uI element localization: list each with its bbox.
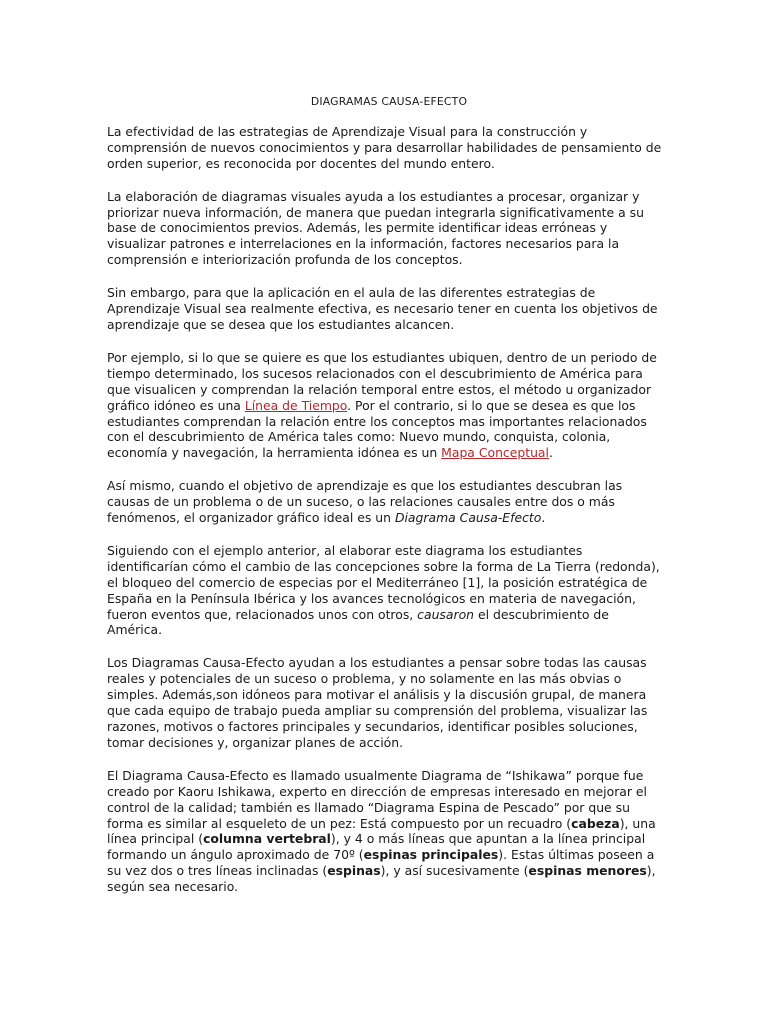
term-cabeza: cabeza: [571, 815, 620, 831]
paragraph-6-text-2: el descubrimiento de América.: [107, 606, 609, 638]
paragraph-5: [107, 478, 663, 526]
paragraph-6-text-1: Siguiendo con el ejemplo anterior, al elaborar este diagrama los estudiantes identificarían cómo el cambio de las concepciones sobre la forma de La Tierra (redonda), el bloqueo del comercio de especias por el Mediterráneo [1], la posición estratégica de España en la Península Ibérica y los avances tecnológicos en materia de navegación, fueron eventos que, relacionados unos con otros,: [107, 542, 660, 622]
paragraph-4-text-2: . Por el contrario, si lo que se desea es que los estudiantes comprendan la relación entre los conceptos mas importantes relacionados con el descubrimiento de América tales como: Nuevo mundo, conquista, colonia, economía y navegación, la herramienta idónea es un: [107, 397, 647, 461]
paragraph-8: [107, 768, 663, 895]
term-espinas: espinas: [327, 863, 381, 879]
paragraph-5-text-1: Así mismo, cuando el objetivo de aprendizaje es que los estudiantes descubran las causas de un problema o de un suceso, o las relaciones causales entre dos o más fenómenos, el organizador gráfico ideal es un: [107, 478, 623, 526]
term-espinas-menores: espinas menores: [528, 863, 647, 879]
paragraph-2: La elaboración de diagramas visuales ayuda a los estudiantes a procesar, organizar y priorizar nueva información, de manera que puedan integrarla significativamente a su base de conocimientos previos. Además, les permite identificar ideas erróneas y visualizar patrones e interrelaciones en la información, factores necesarios para la comprensión e interiorización profunda de los conceptos.: [107, 188, 644, 268]
paragraph-6: [107, 543, 663, 638]
paragraph-6-emphasis: causaron: [417, 606, 475, 622]
mapa-conceptual-link[interactable]: Mapa Conceptual: [441, 445, 549, 461]
paragraph-7: Los Diagramas Causa-Efecto ayudan a los estudiantes a pensar sobre todas las causas reales y potenciales de un suceso o problema, y no solamente en las más obvias o simples. Además,son idóneos para motivar el análisis y la discusión grupal, de manera que cada equipo de trabajo pueda ampliar su comprensión del problema, visualizar las razones, motivos o factores principales y secundarios, identificar posibles soluciones, tomar decisiones y, organizar planes de acción.: [107, 655, 648, 750]
paragraph-8-text-3: ), y 4 o más líneas que apuntan a la línea principal formando un ángulo aproximado de 70º (: [107, 831, 646, 863]
paragraph-4-text-3: .: [548, 445, 553, 461]
paragraph-8-text-4: ). Estas últimas poseen a su vez dos o tres líneas inclinadas (: [107, 847, 655, 879]
paragraph-1: La efectividad de las estrategias de Aprendizaje Visual para la construcción y comprensión de nuevos conocimientos y para desarrollar habilidades de pensamiento de orden superior, es reconocida por docentes del mundo entero.: [107, 123, 662, 171]
term-espinas-principales: espinas principales: [363, 847, 499, 863]
paragraph-5-emphasis: Diagrama Causa-Efecto: [394, 510, 542, 526]
document-title: DIAGRAMAS CAUSA-EFECTO: [310, 95, 468, 108]
paragraph-8-text-1: El Diagrama Causa-Efecto es llamado usualmente Diagrama de “Ishikawa” porque fue creado por Kaoru Ishikawa, experto en dirección de empresas interesado en mejorar el control de la calidad; también es llamado “Diagrama Espina de Pescado” por que su forma es similar al esqueleto de un pez: Está compuesto por un recuadro (: [107, 767, 647, 831]
paragraph-4-text-1: Por ejemplo, si lo que se quiere es que los estudiantes ubiquen, dentro de un periodo de tiempo determinado, los sucesos relacionados con el descubrimiento de América para que visualicen y comprendan la relación temporal entre estos, el método u organizador gráfico idóneo es una: [107, 349, 657, 413]
paragraph-3: Sin embargo, para que la aplicación en el aula de las diferentes estrategias de Aprendizaje Visual sea realmente efectiva, es necesario tener en cuenta los objetivos de aprendizaje que se desea que los estudiantes alcancen.: [107, 285, 658, 332]
paragraph-8-text-6: ), según sea necesario.: [107, 863, 656, 895]
linea-de-tiempo-link[interactable]: Línea de Tiempo: [244, 397, 348, 413]
paragraph-4: [107, 350, 663, 461]
paragraph-8-text-2: ), una línea principal (: [107, 815, 656, 847]
term-columna-vertebral: columna vertebral: [203, 831, 331, 847]
paragraph-5-text-2: .: [541, 510, 546, 526]
paragraph-8-text-5: ), y así sucesivamente (: [380, 863, 529, 879]
document-page: [107, 94, 663, 912]
